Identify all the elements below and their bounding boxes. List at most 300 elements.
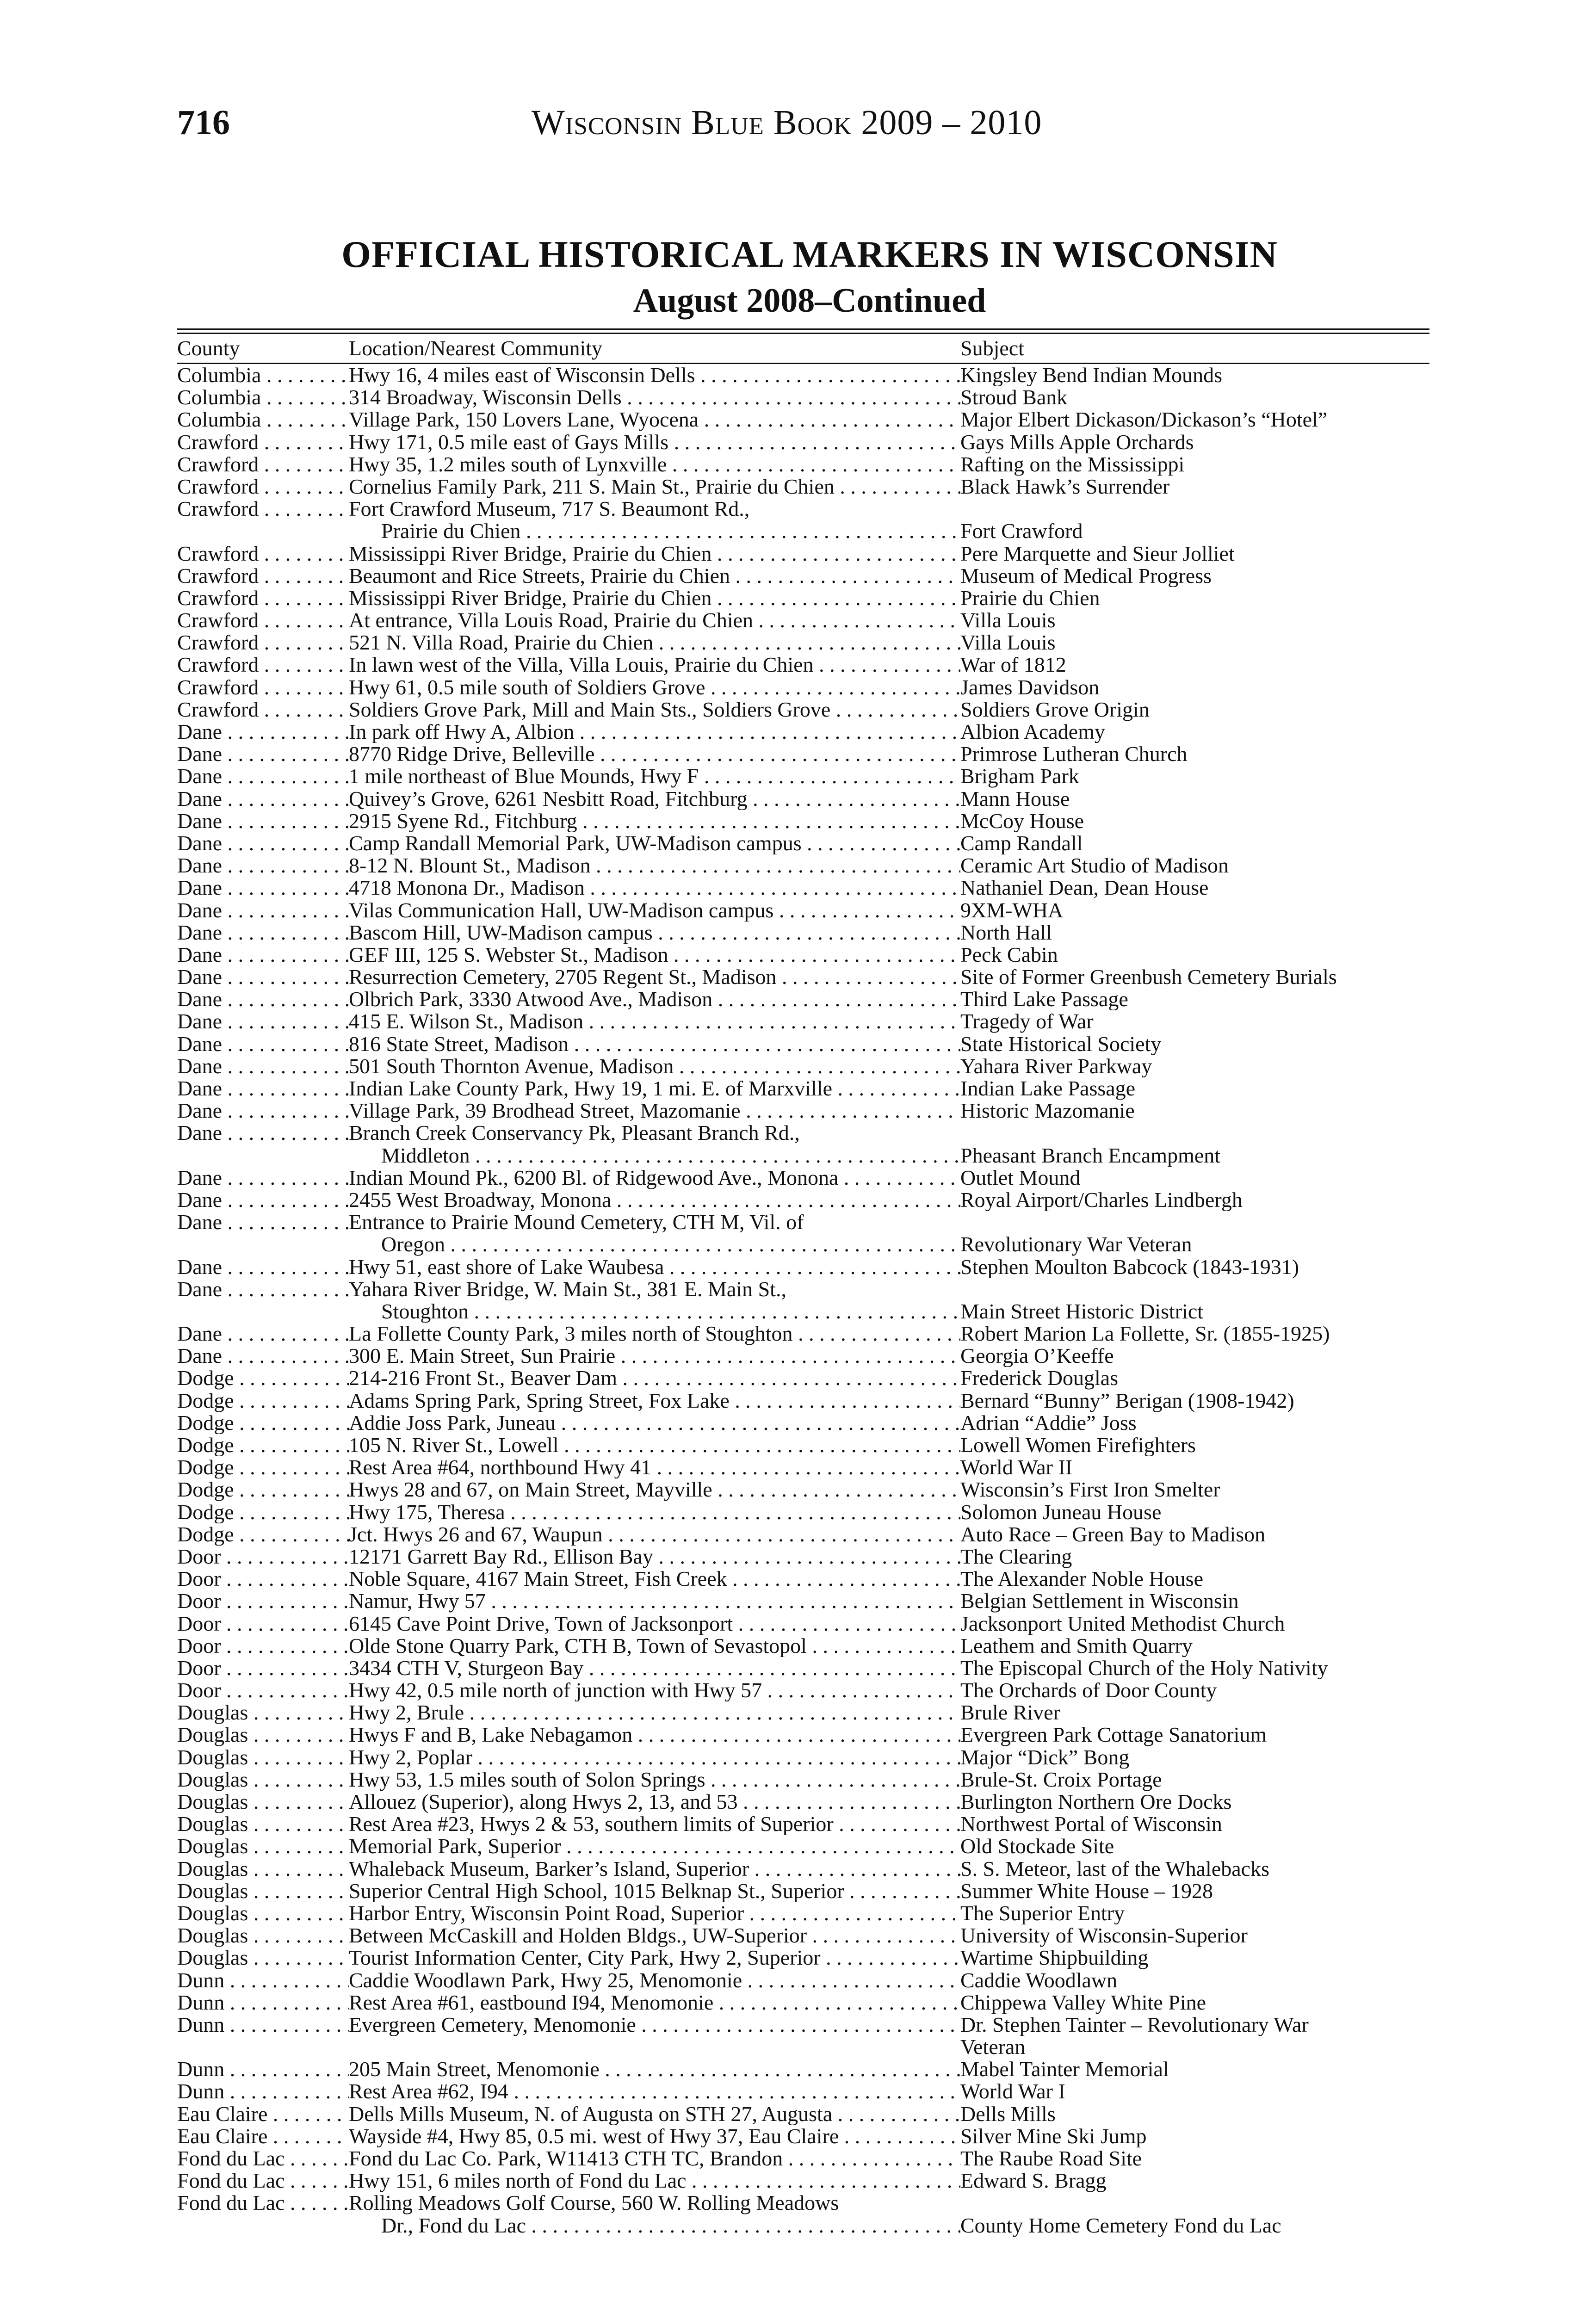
table-row — [177, 453, 1429, 476]
county-cell: Dodge . . . — [177, 1390, 349, 1412]
location-cell: Hwy 16, 4 miles east of Wisconsin Dells . . . — [349, 364, 960, 386]
table-row — [177, 2214, 1429, 2237]
subject-cell: Burlington Northern Ore Docks — [960, 1791, 1232, 1813]
table-row — [177, 1947, 1429, 1969]
table-row — [177, 721, 1429, 743]
location-cell: Olbrich Park, 3330 Atwood Ave., Madison . . . — [349, 988, 960, 1010]
location-cell: Tourist Information Center, City Park, Hwy 2, Superior . . . — [349, 1947, 960, 1969]
subject-cell: Solomon Juneau House — [960, 1501, 1162, 1523]
county-cell: Dane . . . — [177, 1122, 349, 1144]
table-row — [177, 765, 1429, 787]
table-row — [177, 1791, 1429, 1813]
county-cell: Dunn . . . — [177, 2014, 349, 2036]
location-cell: Entrance to Prairie Mound Cemetery, CTH M, Vil. of — [349, 1211, 804, 1234]
subject-cell: Fort Crawford — [960, 520, 1083, 543]
county-cell: Dane . . . — [177, 788, 349, 810]
location-cell: Middleton . . . — [349, 1144, 960, 1167]
county-cell: Dodge . . . — [177, 1412, 349, 1434]
subject-cell: County Home Cemetery Fond du Lac — [960, 2214, 1281, 2237]
location-cell: Evergreen Cemetery, Menomonie . . . — [349, 2014, 960, 2036]
county-cell: Dane . . . — [177, 1077, 349, 1100]
table-row — [177, 1189, 1429, 1211]
table-row — [177, 1010, 1429, 1033]
location-cell: Village Park, 150 Lovers Lane, Wyocena . . . — [349, 408, 960, 431]
subject-cell: Indian Lake Passage — [960, 1077, 1136, 1100]
table-row — [177, 2058, 1429, 2080]
header-rule-top — [177, 328, 1429, 334]
subject-cell: Evergreen Park Cottage Sanatorium — [960, 1724, 1267, 1746]
location-cell: Branch Creek Conservancy Pk, Pleasant Branch Rd., — [349, 1122, 800, 1144]
location-cell: 501 South Thornton Avenue, Madison . . . — [349, 1055, 960, 1077]
subject-cell: The Superior Entry — [960, 1902, 1125, 1925]
county-cell: Crawford . . . — [177, 676, 349, 699]
table-row — [177, 1991, 1429, 2014]
location-cell: Stoughton . . . — [349, 1300, 960, 1323]
county-cell: Douglas . . . — [177, 1858, 349, 1880]
location-cell: In park off Hwy A, Albion . . . — [349, 721, 960, 743]
table-row — [177, 386, 1429, 408]
subject-cell: Old Stockade Site — [960, 1835, 1114, 1858]
county-cell: Door . . . — [177, 1613, 349, 1635]
location-cell: Between McCaskill and Holden Bldgs., UW-Superior . . . — [349, 1924, 960, 1947]
location-cell: Cornelius Family Park, 211 S. Main St., Prairie du Chien . . . — [349, 476, 960, 498]
county-cell: Douglas . . . — [177, 1724, 349, 1746]
subject-cell: Site of Former Greenbush Cemetery Burials — [960, 966, 1337, 989]
location-cell: Fort Crawford Museum, 717 S. Beaumont Rd., — [349, 498, 750, 520]
table-row — [177, 1077, 1429, 1100]
table-row — [177, 921, 1429, 944]
subject-cell: Outlet Mound — [960, 1166, 1081, 1189]
location-cell: Rest Area #62, I94 . . . — [349, 2080, 960, 2103]
table-row — [177, 654, 1429, 676]
county-cell: Douglas . . . — [177, 1835, 349, 1857]
location-cell: Oregon . . . — [349, 1233, 960, 1255]
county-cell: Dane . . . — [177, 988, 349, 1010]
table-row — [177, 944, 1429, 966]
county-cell: Dane . . . — [177, 721, 349, 743]
subject-cell: Brigham Park — [960, 765, 1079, 788]
table-row — [177, 2036, 1429, 2058]
county-cell: Crawford . . . — [177, 609, 349, 631]
subject-cell: Jacksonport United Methodist Church — [960, 1612, 1285, 1635]
location-cell: Hwy 51, east shore of Lake Waubesa . . . — [349, 1256, 960, 1278]
county-cell: Douglas . . . — [177, 1746, 349, 1769]
table-row — [177, 1902, 1429, 1924]
county-cell: Douglas . . . — [177, 1924, 349, 1947]
county-cell: Door . . . — [177, 1546, 349, 1568]
table-row — [177, 877, 1429, 899]
table-row — [177, 988, 1429, 1010]
county-cell: Dane . . . — [177, 1033, 349, 1055]
location-cell: At entrance, Villa Louis Road, Prairie du Chien . . . — [349, 609, 960, 631]
book-title: Wisconsin Blue Book 2009 – 2010 — [532, 103, 1042, 142]
location-cell: 205 Main Street, Menomonie . . . — [349, 2058, 960, 2080]
subject-cell: Primrose Lutheran Church — [960, 743, 1188, 766]
page-title: OFFICIAL HISTORICAL MARKERS IN WISCONSIN — [341, 233, 1278, 275]
table-body — [177, 364, 1429, 2237]
subject-cell: Stroud Bank — [960, 386, 1068, 409]
subject-cell: James Davidson — [960, 676, 1100, 699]
header-county: County — [177, 336, 240, 360]
location-cell: Camp Randall Memorial Park, UW-Madison campus . . . — [349, 832, 960, 854]
table-row — [177, 2080, 1429, 2103]
county-cell: Fond du Lac . . . — [177, 2170, 349, 2192]
subject-cell: Veteran — [960, 2036, 1026, 2059]
subject-cell: University of Wisconsin-Superior — [960, 1924, 1248, 1947]
location-cell: Hwys F and B, Lake Nebagamon . . . — [349, 1724, 960, 1746]
location-cell: Indian Mound Pk., 6200 Bl. of Ridgewood Ave., Monona . . . — [349, 1167, 960, 1189]
table-row — [177, 1858, 1429, 1880]
subject-cell: Lowell Women Firefighters — [960, 1434, 1196, 1457]
table-row — [177, 1701, 1429, 1724]
county-cell: Douglas . . . — [177, 1813, 349, 1835]
subject-cell: Third Lake Passage — [960, 988, 1128, 1011]
table-row — [177, 899, 1429, 921]
table-row — [177, 1813, 1429, 1835]
table-row — [177, 520, 1429, 542]
subject-cell: Royal Airport/Charles Lindbergh — [960, 1188, 1243, 1212]
subject-cell: Northwest Portal of Wisconsin — [960, 1813, 1222, 1836]
table-row — [177, 1501, 1429, 1523]
table-row — [177, 1033, 1429, 1055]
county-cell: Dane . . . — [177, 966, 349, 988]
subject-cell: World War I — [960, 2080, 1065, 2103]
location-cell: Hwy 2, Brule . . . — [349, 1701, 960, 1724]
subject-cell: State Historical Society — [960, 1033, 1162, 1055]
county-cell: Columbia . . . — [177, 386, 349, 408]
county-cell: Dane . . . — [177, 1345, 349, 1367]
county-cell: Crawford . . . — [177, 476, 349, 498]
county-cell: Dane . . . — [177, 765, 349, 787]
subject-cell: Caddie Woodlawn — [960, 1969, 1118, 1991]
location-cell: Village Park, 39 Brodhead Street, Mazomanie . . . — [349, 1100, 960, 1122]
table-row — [177, 1390, 1429, 1412]
county-cell: Eau Claire . . . — [177, 2125, 349, 2147]
table-row — [177, 1256, 1429, 1278]
subject-cell: Villa Louis — [960, 631, 1056, 654]
subject-cell: Villa Louis — [960, 609, 1056, 632]
location-cell: Hwy 61, 0.5 mile south of Soldiers Grove . . . — [349, 676, 960, 699]
subject-cell: Silver Mine Ski Jump — [960, 2125, 1147, 2148]
location-cell: 300 E. Main Street, Sun Prairie . . . — [349, 1345, 960, 1367]
table-row — [177, 699, 1429, 721]
location-cell: In lawn west of the Villa, Villa Louis, Prairie du Chien . . . — [349, 654, 960, 676]
location-cell: 314 Broadway, Wisconsin Dells . . . — [349, 386, 960, 408]
location-cell: 2915 Syene Rd., Fitchburg . . . — [349, 810, 960, 832]
subject-cell: Dells Mills — [960, 2103, 1056, 2125]
location-cell: 3434 CTH V, Sturgeon Bay . . . — [349, 1657, 960, 1679]
county-cell: Crawford . . . — [177, 453, 349, 476]
subject-cell: Museum of Medical Progress — [960, 564, 1212, 587]
subject-cell: Leathem and Smith Quarry — [960, 1634, 1193, 1657]
county-cell: Dodge . . . — [177, 1478, 349, 1501]
location-cell: GEF III, 125 S. Webster St., Madison . . . — [349, 944, 960, 966]
location-cell: Indian Lake County Park, Hwy 19, 1 mi. E. of Marxville . . . — [349, 1077, 960, 1100]
subject-cell: War of 1812 — [960, 654, 1066, 676]
table-row — [177, 1635, 1429, 1657]
subject-cell: Dr. Stephen Tainter – Revolutionary War — [960, 2013, 1309, 2036]
subject-cell: Wisconsin’s First Iron Smelter — [960, 1478, 1220, 1501]
county-cell: Dane . . . — [177, 921, 349, 944]
county-cell: Crawford . . . — [177, 565, 349, 587]
running-head — [177, 95, 1426, 150]
table-row — [177, 676, 1429, 699]
county-cell: Dane . . . — [177, 1100, 349, 1122]
location-cell: Olde Stone Quarry Park, CTH B, Town of Sevastopol . . . — [349, 1635, 960, 1657]
location-cell: Hwy 175, Theresa . . . — [349, 1501, 960, 1523]
page-number: 716 — [177, 103, 230, 142]
county-cell: Dunn . . . — [177, 2058, 349, 2080]
table-row — [177, 476, 1429, 498]
subject-cell: Kingsley Bend Indian Mounds — [960, 364, 1223, 387]
county-cell: Dane . . . — [177, 899, 349, 921]
county-cell: Douglas . . . — [177, 1902, 349, 1924]
county-cell: Dane . . . — [177, 1323, 349, 1345]
subject-cell: Ceramic Art Studio of Madison — [960, 854, 1229, 877]
table-row — [177, 498, 1429, 520]
county-cell: Crawford . . . — [177, 699, 349, 721]
table-row — [177, 1613, 1429, 1635]
subject-cell: The Raube Road Site — [960, 2147, 1142, 2170]
subject-cell: Georgia O’Keeffe — [960, 1345, 1114, 1367]
location-cell: Hwy 42, 0.5 mile north of junction with Hwy 57 . . . — [349, 1679, 960, 1701]
subject-cell: Gays Mills Apple Orchards — [960, 431, 1194, 453]
subject-cell: The Episcopal Church of the Holy Nativity — [960, 1657, 1328, 1680]
county-cell: Door . . . — [177, 1590, 349, 1612]
table-row — [177, 1345, 1429, 1367]
table-row — [177, 2147, 1429, 2170]
location-cell: 816 State Street, Madison . . . — [349, 1033, 960, 1055]
location-cell: Hwy 53, 1.5 miles south of Solon Springs . . . — [349, 1769, 960, 1791]
county-cell: Dodge . . . — [177, 1523, 349, 1546]
location-cell: Superior Central High School, 1015 Belknap St., Superior . . . — [349, 1880, 960, 1902]
table-row — [177, 631, 1429, 654]
county-cell: Dane . . . — [177, 877, 349, 899]
table-row — [177, 832, 1429, 854]
location-cell: 8-12 N. Blount St., Madison . . . — [349, 854, 960, 877]
county-cell: Dodge . . . — [177, 1501, 349, 1523]
county-cell: Fond du Lac . . . — [177, 2192, 349, 2214]
county-cell: Dane . . . — [177, 1189, 349, 1211]
subject-cell: Edward S. Bragg — [960, 2170, 1107, 2192]
table-row — [177, 1679, 1429, 1701]
location-cell: Soldiers Grove Park, Mill and Main Sts., Soldiers Grove . . . — [349, 699, 960, 721]
location-cell: Hwy 171, 0.5 mile east of Gays Mills . . . — [349, 431, 960, 453]
subject-cell: Pere Marquette and Sieur Jolliet — [960, 542, 1235, 565]
subject-cell: Brule-St. Croix Portage — [960, 1768, 1162, 1791]
county-cell: Dane . . . — [177, 1278, 349, 1300]
table-row — [177, 1746, 1429, 1769]
subject-cell: The Orchards of Door County — [960, 1679, 1217, 1702]
table-row — [177, 1568, 1429, 1590]
table-row — [177, 788, 1429, 810]
location-cell: Mississippi River Bridge, Prairie du Chien . . . — [349, 543, 960, 565]
location-cell: 6145 Cave Point Drive, Town of Jacksonport . . . — [349, 1613, 960, 1635]
county-cell: Dane . . . — [177, 743, 349, 765]
location-cell: Harbor Entry, Wisconsin Point Road, Superior . . . — [349, 1902, 960, 1924]
location-cell: 4718 Monona Dr., Madison . . . — [349, 877, 960, 899]
county-cell: Dane . . . — [177, 1256, 349, 1278]
location-cell: Hwy 35, 1.2 miles south of Lynxville . . . — [349, 453, 960, 476]
location-cell: Resurrection Cemetery, 2705 Regent St., Madison . . . — [349, 966, 960, 988]
table-row — [177, 1278, 1429, 1300]
subject-cell: Soldiers Grove Origin — [960, 698, 1150, 721]
location-cell: 521 N. Villa Road, Prairie du Chien . . . — [349, 631, 960, 654]
table-row — [177, 1769, 1429, 1791]
table-row — [177, 565, 1429, 587]
subject-cell: Bernard “Bunny” Berigan (1908-1942) — [960, 1389, 1294, 1412]
county-cell: Dane . . . — [177, 832, 349, 854]
subject-cell: Brule River — [960, 1701, 1060, 1724]
location-cell: Allouez (Superior), along Hwys 2, 13, and 53 . . . — [349, 1791, 960, 1813]
county-cell: Douglas . . . — [177, 1947, 349, 1969]
subject-cell: Adrian “Addie” Joss — [960, 1411, 1137, 1435]
table-row — [177, 364, 1429, 386]
subject-cell: Major “Dick” Bong — [960, 1746, 1130, 1769]
subject-cell: Mabel Tainter Memorial — [960, 2058, 1169, 2081]
location-cell: 105 N. River St., Lowell . . . — [349, 1434, 960, 1456]
county-cell: Douglas . . . — [177, 1880, 349, 1902]
county-cell: Columbia . . . — [177, 364, 349, 386]
table-row — [177, 1367, 1429, 1389]
subject-cell: Albion Academy — [960, 721, 1105, 743]
location-cell: Fond du Lac Co. Park, W11413 CTH TC, Brandon . . . — [349, 2147, 960, 2170]
location-cell: 12171 Garrett Bay Rd., Ellison Bay . . . — [349, 1546, 960, 1568]
county-cell: Crawford . . . — [177, 543, 349, 565]
table-row — [177, 1924, 1429, 1947]
table-row — [177, 1144, 1429, 1167]
location-cell: Vilas Communication Hall, UW-Madison campus . . . — [349, 899, 960, 921]
table-row — [177, 609, 1429, 631]
subject-cell: Tragedy of War — [960, 1010, 1094, 1033]
county-cell: Douglas . . . — [177, 1701, 349, 1724]
location-cell: Bascom Hill, UW-Madison campus . . . — [349, 921, 960, 944]
subject-cell: Wartime Shipbuilding — [960, 1947, 1149, 1969]
county-cell: Crawford . . . — [177, 654, 349, 676]
county-cell: Dane . . . — [177, 944, 349, 966]
table-row — [177, 1412, 1429, 1434]
location-cell: Dells Mills Museum, N. of Augusta on STH 27, Augusta . . . — [349, 2103, 960, 2125]
location-cell: Wayside #4, Hwy 85, 0.5 mi. west of Hwy 37, Eau Claire . . . — [349, 2125, 960, 2147]
table-row — [177, 2014, 1429, 2036]
county-cell: Columbia . . . — [177, 408, 349, 431]
subject-cell: Chippewa Valley White Pine — [960, 1991, 1206, 2014]
table-row — [177, 2103, 1429, 2125]
title-block — [333, 231, 1286, 324]
location-cell: 8770 Ridge Drive, Belleville . . . — [349, 743, 960, 765]
table-row — [177, 1323, 1429, 1345]
location-cell: Hwys 28 and 67, on Main Street, Mayville . . . — [349, 1478, 960, 1501]
location-cell: Jct. Hwys 26 and 67, Waupun . . . — [349, 1523, 960, 1546]
table-row — [177, 743, 1429, 765]
county-cell: Dunn . . . — [177, 1969, 349, 1991]
table-row — [177, 810, 1429, 832]
header-location: Location/Nearest Community — [349, 336, 603, 360]
subject-cell: Revolutionary War Veteran — [960, 1233, 1192, 1256]
county-cell: Door . . . — [177, 1657, 349, 1679]
location-cell: 214-216 Front St., Beaver Dam . . . — [349, 1367, 960, 1389]
location-cell: Addie Joss Park, Juneau . . . — [349, 1412, 960, 1434]
county-cell: Fond du Lac . . . — [177, 2147, 349, 2170]
county-cell: Dane . . . — [177, 1010, 349, 1033]
table-row — [177, 1523, 1429, 1546]
county-cell: Crawford . . . — [177, 498, 349, 520]
location-cell: Rest Area #61, eastbound I94, Menomonie . . . — [349, 1991, 960, 2014]
subject-cell: Robert Marion La Follette, Sr. (1855-1925) — [960, 1323, 1330, 1345]
page-subtitle: August 2008–Continued — [633, 282, 986, 320]
location-cell: Noble Square, 4167 Main Street, Fish Creek . . . — [349, 1568, 960, 1590]
header-subject: Subject — [960, 336, 1024, 360]
table-row — [177, 1969, 1429, 1991]
county-cell: Door . . . — [177, 1635, 349, 1657]
subject-cell: Auto Race – Green Bay to Madison — [960, 1523, 1266, 1546]
location-cell: Rest Area #64, northbound Hwy 41 . . . — [349, 1456, 960, 1478]
subject-cell: Yahara River Parkway — [960, 1055, 1152, 1078]
table-row — [177, 1835, 1429, 1857]
subject-cell: Historic Mazomanie — [960, 1100, 1135, 1122]
table-row — [177, 1167, 1429, 1189]
subject-cell: World War II — [960, 1456, 1073, 1479]
county-cell: Crawford . . . — [177, 587, 349, 609]
location-cell: 1 mile northeast of Blue Mounds, Hwy F . . . — [349, 765, 960, 787]
table-row — [177, 587, 1429, 609]
subject-cell: North Hall — [960, 921, 1052, 944]
location-cell: Namur, Hwy 57 . . . — [349, 1590, 960, 1612]
table-row — [177, 1211, 1429, 1233]
county-cell: Dane . . . — [177, 1055, 349, 1077]
subject-cell: The Alexander Noble House — [960, 1568, 1204, 1590]
county-cell: Dane . . . — [177, 854, 349, 877]
location-cell: Dr., Fond du Lac . . . — [349, 2214, 960, 2237]
location-cell: La Follette County Park, 3 miles north of Stoughton . . . — [349, 1323, 960, 1345]
table-row — [177, 2170, 1429, 2192]
subject-cell: S. S. Meteor, last of the Whalebacks — [960, 1857, 1269, 1880]
subject-cell: Major Elbert Dickason/Dickason’s “Hotel” — [960, 408, 1328, 431]
location-cell: Caddie Woodlawn Park, Hwy 25, Menomonie . . . — [349, 1969, 960, 1991]
location-cell: Rest Area #23, Hwys 2 & 53, southern limits of Superior . . . — [349, 1813, 960, 1835]
location-cell: Hwy 2, Poplar . . . — [349, 1746, 960, 1769]
table-row — [177, 1456, 1429, 1478]
table-row — [177, 1478, 1429, 1501]
county-cell: Dunn . . . — [177, 1991, 349, 2014]
subject-cell: Black Hawk’s Surrender — [960, 475, 1170, 498]
table-row — [177, 1100, 1429, 1122]
county-cell: Eau Claire . . . — [177, 2103, 349, 2125]
location-cell: Hwy 151, 6 miles north of Fond du Lac . . . — [349, 2170, 960, 2192]
table-row — [177, 966, 1429, 988]
location-cell: 2455 West Broadway, Monona . . . — [349, 1189, 960, 1211]
location-cell: Beaumont and Rice Streets, Prairie du Chien . . . — [349, 565, 960, 587]
location-cell: Prairie du Chien . . . — [349, 520, 960, 542]
county-cell: Dodge . . . — [177, 1367, 349, 1389]
county-cell: Douglas . . . — [177, 1791, 349, 1813]
table-row — [177, 431, 1429, 453]
table-row — [177, 408, 1429, 431]
county-cell: Door . . . — [177, 1679, 349, 1701]
county-cell: Dodge . . . — [177, 1456, 349, 1478]
subject-cell: Summer White House – 1928 — [960, 1880, 1213, 1902]
county-cell: Dane . . . — [177, 1211, 349, 1233]
table-row — [177, 543, 1429, 565]
location-cell: Quivey’s Grove, 6261 Nesbitt Road, Fitchburg . . . — [349, 788, 960, 810]
location-cell: Yahara River Bridge, W. Main St., 381 E. Main St., — [349, 1278, 786, 1300]
table-row — [177, 1055, 1429, 1077]
table-row — [177, 2192, 1429, 2214]
county-cell: Douglas . . . — [177, 1769, 349, 1791]
table-row — [177, 1657, 1429, 1679]
table-row — [177, 1724, 1429, 1746]
subject-cell: Stephen Moulton Babcock (1843-1931) — [960, 1255, 1299, 1278]
